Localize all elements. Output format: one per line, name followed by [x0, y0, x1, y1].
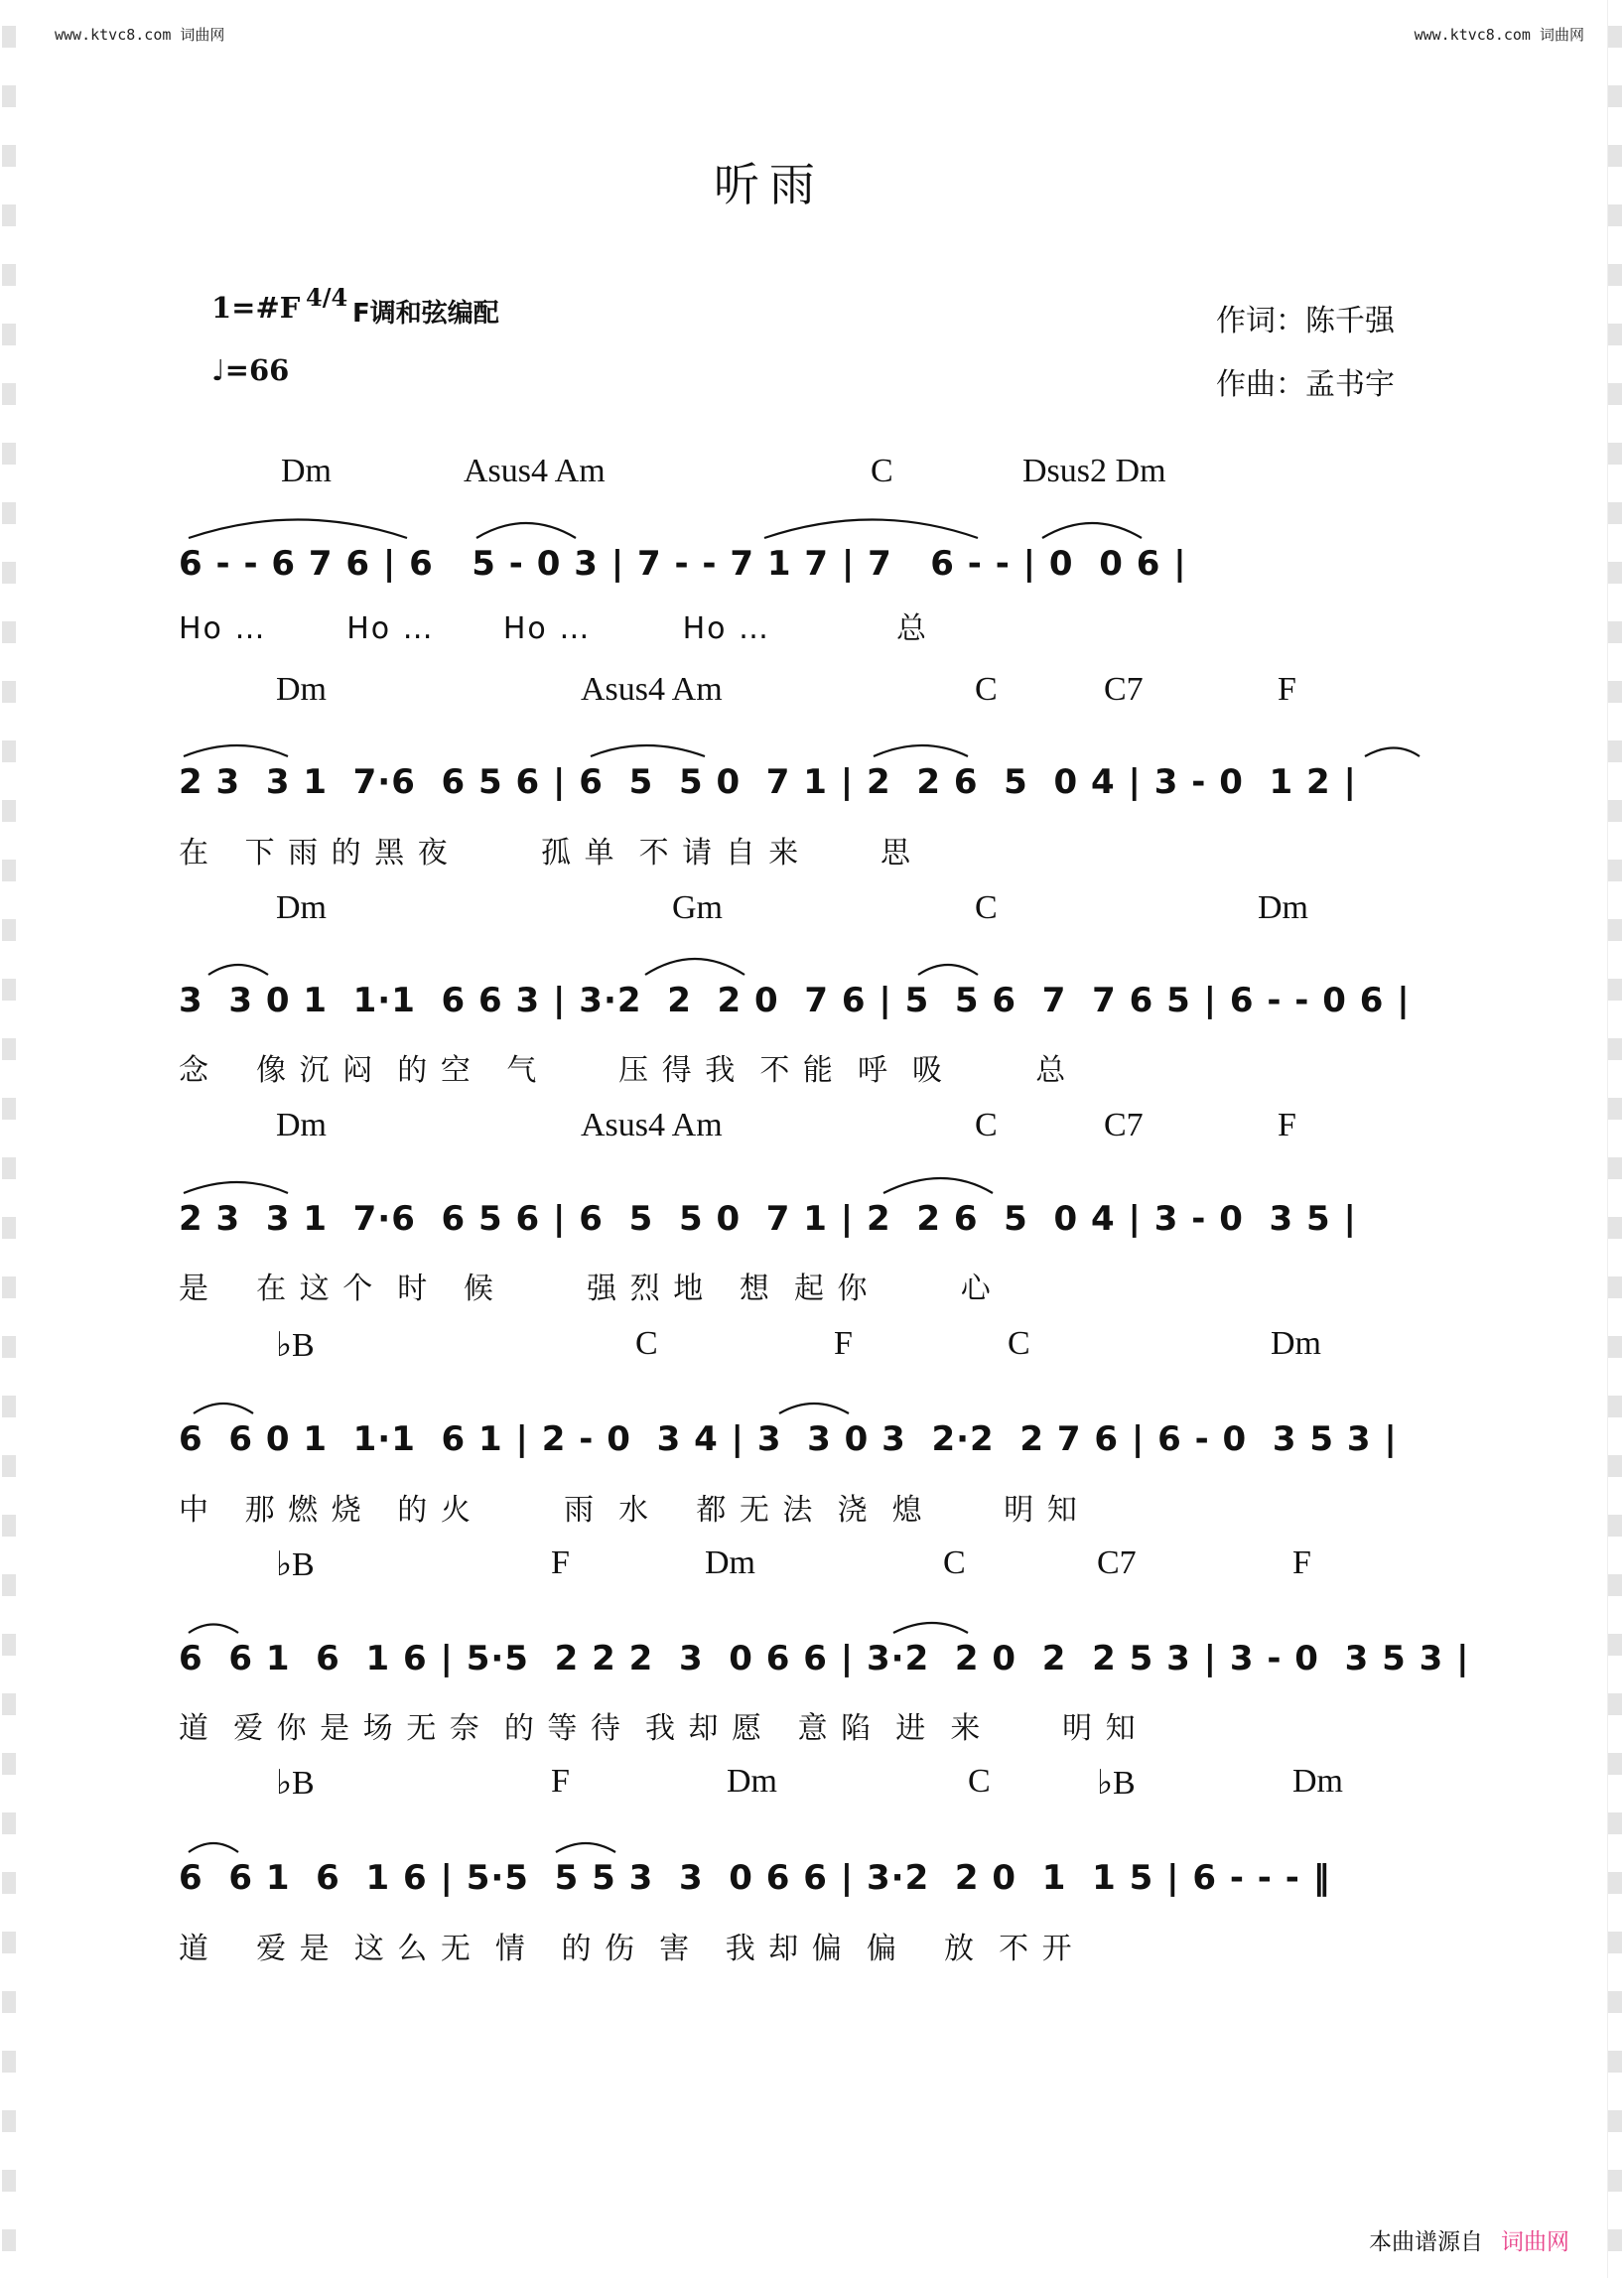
right-margin-watermark-strip	[1607, 0, 1622, 2278]
notation-line: 6 6 0 1 1·1 6 1 | 2 - 0 3 4 | 3 3 0 3 2·2 2 7 6 | 6 - 0 3 5 3 |	[179, 1419, 1398, 1459]
chord: Dm	[281, 453, 332, 489]
chord: Dm	[276, 1107, 327, 1143]
chord: Gm	[672, 889, 723, 926]
tempo: ♩=66	[211, 353, 290, 387]
chord: Dm	[1258, 889, 1308, 926]
lyric-line: 道 爱 你 是 场 无 奈 的 等 待 我 却 愿 意 陷 进 来 明 知	[179, 1711, 1138, 1746]
chord: Dm	[705, 1544, 755, 1581]
notation-line: 6 6 1 6 1 6 | 5·5 2 2 2 3 0 6 6 | 3·2 2 0 2 2 5 3 | 3 - 0 3 5 3 |	[179, 1639, 1470, 1678]
chord: F	[1278, 671, 1296, 708]
lyric-line: 中 那 燃 烧 的 火 雨 水 都 无 法 浇 熄 明 知	[179, 1493, 1079, 1528]
song-title: 听雨	[714, 158, 825, 211]
watermark-right[interactable]: www.ktvc8.com 词曲网	[1414, 26, 1584, 44]
composer-credit: 作曲：孟书宇	[1216, 367, 1395, 402]
chord: C7	[1097, 1544, 1137, 1581]
chord: C	[975, 1107, 998, 1143]
notation-line: 2 3 3 1 7·6 6 5 6 | 6 5 5 0 7 1 | 2 2 6 5 0 4 | 3 - 0 3 5 |	[179, 1199, 1357, 1239]
arrangement-note: F调和弦编配	[352, 299, 499, 329]
key-signature: 1=#F	[211, 291, 301, 325]
lyric-line: 念 像 沉 闷 的 空 气 压 得 我 不 能 呼 吸 总	[179, 1053, 1068, 1088]
time-signature-value: 4/4	[306, 283, 348, 312]
chord: Asus4 Am	[581, 1107, 723, 1143]
chord: Dm	[276, 889, 327, 926]
left-margin-watermark-strip	[2, 0, 16, 2278]
chord: ♭B	[276, 1765, 315, 1802]
chord: Dsus2 Dm	[1022, 453, 1166, 489]
chord: F	[551, 1544, 570, 1581]
lyric-line: Ho … Ho … Ho … Ho … 总	[179, 611, 928, 646]
chord: Asus4 Am	[464, 453, 606, 489]
chord: ♭B	[276, 1546, 315, 1583]
chord: C	[968, 1763, 991, 1800]
notation-line: 3 3 0 1 1·1 6 6 3 | 3·2 2 2 0 7 6 | 5 5 6 7 7 6 5 | 6 - - 0 6 |	[179, 981, 1411, 1020]
chord: C	[975, 889, 998, 926]
chord: Dm	[727, 1763, 777, 1800]
notation-line: 6 - - 6 7 6 | 6 5 - 0 3 | 7 - - 7 1 7 | 7 6 - - | 0 0 6 |	[179, 544, 1187, 584]
chord: C	[635, 1325, 658, 1362]
chord: F	[1292, 1544, 1311, 1581]
chord: F	[834, 1325, 853, 1362]
lyricist-credit: 作词：陈千强	[1216, 304, 1395, 338]
chord: C	[1008, 1325, 1030, 1362]
lyric-line: 是 在 这 个 时 候 强 烈 地 想 起 你 心	[179, 1272, 993, 1306]
notation-line: 2 3 3 1 7·6 6 5 6 | 6 5 5 0 7 1 | 2 2 6 5 0 4 | 3 - 0 1 2 |	[179, 762, 1357, 802]
chord: C	[943, 1544, 966, 1581]
chord: Dm	[1292, 1763, 1343, 1800]
chord: Dm	[276, 671, 327, 708]
chord: ♭B	[1097, 1765, 1136, 1802]
chord: C	[871, 453, 893, 489]
chord: C7	[1104, 1107, 1144, 1143]
time-signature	[306, 283, 348, 312]
lyric-line: 在 下 雨 的 黑 夜 孤 单 不 请 自 来 思	[179, 836, 913, 871]
footer-source	[1369, 2223, 1569, 2256]
lyric-line: 道 爱 是 这 么 无 情 的 伤 害 我 却 偏 偏 放 不 开	[179, 1932, 1074, 1966]
chord: F	[1278, 1107, 1296, 1143]
chord: ♭B	[276, 1327, 315, 1364]
chord: C	[975, 671, 998, 708]
notation-line: 6 6 1 6 1 6 | 5·5 5 5 3 3 0 6 6 | 3·2 2 0 1 1 5 | 6 - - - ‖	[179, 1858, 1331, 1898]
chord: F	[551, 1763, 570, 1800]
chord: C7	[1104, 671, 1144, 708]
chord: Asus4 Am	[581, 671, 723, 708]
footer-brand-link[interactable]: 词曲网	[1501, 2229, 1569, 2255]
watermark-left[interactable]: www.ktvc8.com 词曲网	[55, 26, 225, 44]
footer-text: 本曲谱源自	[1369, 2229, 1483, 2255]
chord: Dm	[1271, 1325, 1321, 1362]
